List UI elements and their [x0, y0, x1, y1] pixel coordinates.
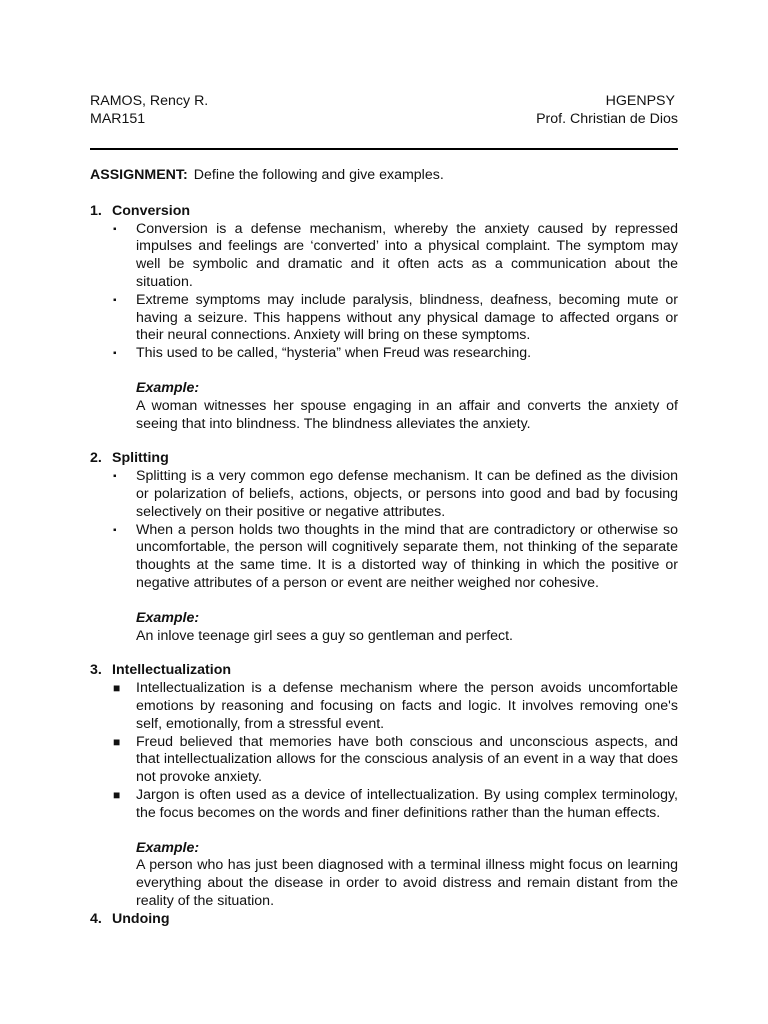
section-heading: [90, 662, 678, 680]
list-item-text: Intellectualization is a defense mechanism where the person avoids uncomfortable emotions by reasoning and focusing on facts and logic. It involves removing one's self, emotionally, from a stressful event.: [136, 680, 678, 732]
list-item-text: When a person holds two thoughts in the mind that are contradictory or otherwise so uncomfortable, the person will cognitively separate them, not thinking of the separate thoughts at the same time. It is a distorted way of thinking in which the positive or negative attributes of a person or event are neither weighed nor cohesive.: [136, 521, 678, 591]
example-label: Example:: [136, 609, 200, 626]
bullet-list: [90, 221, 678, 363]
assignment-line: [90, 167, 678, 185]
header-line-2: [90, 110, 678, 128]
list-item: [113, 786, 678, 823]
section-intellectualization: [90, 662, 678, 910]
bullet-icon: ■: [113, 734, 121, 749]
example-text: An inlove teenage girl sees a guy so gentleman and perfect.: [136, 627, 514, 644]
student-name: RAMOS, Rency R.: [90, 93, 209, 109]
list-item-text: Jargon is often used as a device of intellectualization. By using complex terminology, the focus becomes on the words and finer definitions rather than the human effects.: [136, 786, 678, 821]
section-number: 3.: [90, 662, 102, 679]
section-splitting: [90, 450, 678, 645]
class-section: MAR151: [90, 111, 146, 127]
bullet-icon: ▪: [113, 294, 117, 306]
document-page: [90, 92, 678, 928]
list-item-text: This used to be called, “hysteria” when Freud was researching.: [136, 345, 532, 362]
list-item-text: Conversion is a defense mechanism, whereby the anxiety caused by repressed impulses and feelings are ‘converted’ into a physical complaint. The symptom may well be symbolic and dramatic and it often acts as a communication about the situation.: [136, 220, 678, 290]
section-heading: [90, 911, 678, 929]
assignment-label: ASSIGNMENT:: [90, 167, 188, 183]
example-block: [90, 380, 678, 433]
header-line-1: [90, 92, 678, 110]
assignment-instructions: Define the following and give examples.: [193, 167, 444, 183]
section-title: Undoing: [112, 910, 170, 927]
list-item-text: Freud believed that memories have both conscious and unconscious aspects, and that intellectualization allows for the conscious analysis of an event in a way that does not provoke anxiety.: [136, 733, 678, 786]
list-item: [113, 733, 678, 787]
list-item: [113, 521, 678, 593]
example-label: Example:: [136, 379, 200, 396]
bullet-list: [90, 468, 678, 593]
professor-name: Prof. Christian de Dios: [536, 111, 678, 127]
bullet-icon: ■: [113, 787, 121, 802]
example-text: A person who has just been diagnosed with a terminal illness might focus on learning everything about the disease in order to avoid distress and remain distant from the reality of the situation.: [136, 857, 678, 909]
list-item: [113, 291, 678, 345]
list-item-text: Extreme symptoms may include paralysis, blindness, deafness, becoming mute or having a seizure. This happens without any physical damage to affected organs or their neural connections. Anxiety will bring on these symptoms.: [136, 291, 678, 344]
section-number: 4.: [90, 910, 102, 927]
section-heading: [90, 203, 678, 221]
example-text: A woman witnesses her spouse engaging in an affair and converts the anxiety of seeing that into blindness. The blindness alleviates the anxiety.: [136, 397, 678, 432]
bullet-icon: ▪: [113, 471, 117, 483]
section-title: Conversion: [112, 202, 191, 219]
header-divider: [90, 148, 678, 150]
course-code: HGENPSY: [605, 93, 675, 109]
section-undoing: [90, 911, 678, 929]
section-number: 1.: [90, 202, 102, 219]
bullet-icon: ▪: [113, 348, 117, 360]
section-conversion: [90, 203, 678, 434]
section-title: Splitting: [112, 450, 169, 467]
section-title: Intellectualization: [112, 662, 232, 679]
section-number: 2.: [90, 450, 102, 467]
example-block: [90, 840, 678, 911]
bullet-icon: ■: [113, 681, 121, 696]
example-label: Example:: [136, 839, 200, 856]
bullet-icon: ▪: [113, 524, 117, 536]
section-heading: [90, 450, 678, 468]
bullet-icon: ▪: [113, 223, 117, 235]
list-item: [113, 468, 678, 521]
example-block: [90, 610, 678, 646]
list-item-text: Splitting is a very common ego defense mechanism. It can be defined as the division or polarization of beliefs, actions, objects, or persons into good and bad by focusing selectively on their positive or negative attributes.: [136, 468, 678, 520]
list-item: [113, 345, 678, 363]
bullet-list: [90, 680, 678, 822]
list-item: [113, 220, 678, 292]
list-item: [113, 680, 678, 733]
